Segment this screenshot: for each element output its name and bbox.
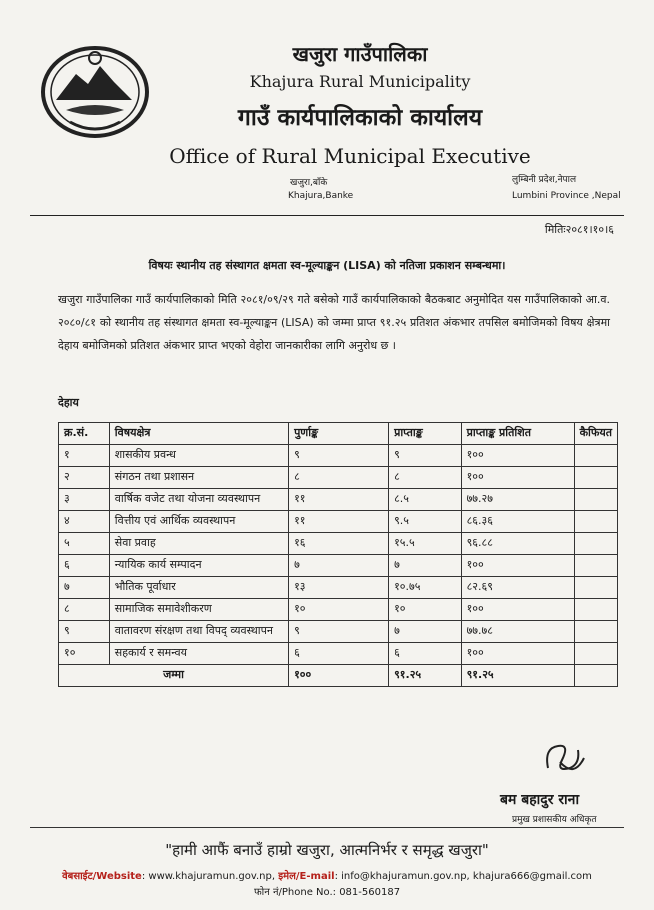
cell-subject-area: वित्तीय एवं आर्थिक व्यवस्थापन	[109, 511, 288, 533]
website-label: वेबसाईट/Website	[62, 871, 142, 882]
col-header-remarks: कैफियत	[574, 423, 617, 445]
cell-remarks	[574, 621, 617, 643]
letter-subject: विषयः स्थानीय तह संस्थागत क्षमता स्व-मूल्याङ्कन (LISA) को नतिजा प्रकाशन सम्बन्धमा।	[148, 259, 506, 272]
footer-divider	[30, 827, 624, 828]
cell-obtained: ८	[389, 467, 462, 489]
cell-percent: १००	[461, 467, 574, 489]
table-row	[59, 555, 618, 577]
table-row	[59, 533, 618, 555]
total-remarks	[574, 665, 617, 687]
cell-percent: ७७.७८	[461, 621, 574, 643]
cell-remarks	[574, 533, 617, 555]
cell-full-marks: ८	[289, 467, 389, 489]
cell-percent: ८२.६९	[461, 577, 574, 599]
letter-date: मितिः२०८१।१०।६	[544, 223, 614, 236]
cell-sn: २	[59, 467, 110, 489]
footer-phone: फोन नं/Phone No.: 081-560187	[253, 887, 401, 898]
cell-obtained: १०	[389, 599, 462, 621]
cell-sn: १	[59, 445, 110, 467]
cell-sn: १०	[59, 643, 110, 665]
table-row	[59, 577, 618, 599]
table-row	[59, 467, 618, 489]
total-obtained: ९१.२५	[389, 665, 462, 687]
cell-percent: १००	[461, 643, 574, 665]
table-caption: देहाय	[58, 396, 79, 409]
col-header-sn: क्र.सं.	[59, 423, 110, 445]
cell-obtained: ७	[389, 621, 462, 643]
cell-obtained: १०.७५	[389, 577, 462, 599]
cell-remarks	[574, 555, 617, 577]
location-nepali: खजुरा,बाँके	[290, 178, 328, 188]
office-name-nepali: गाउँ कार्यपालिकाको कार्यालय	[237, 105, 483, 131]
cell-remarks	[574, 511, 617, 533]
cell-sn: ३	[59, 489, 110, 511]
total-label: जम्मा	[59, 665, 289, 687]
cell-sn: ८	[59, 599, 110, 621]
website-url[interactable]: : www.khajuramun.gov.np,	[141, 871, 276, 882]
cell-full-marks: १०	[289, 599, 389, 621]
col-header-full-marks: पुर्णाङ्क	[289, 423, 389, 445]
footer-contact	[40, 868, 614, 882]
cell-sn: ५	[59, 533, 110, 555]
province-english: Lumbini Province ,Nepal	[512, 191, 621, 201]
cell-full-marks: ७	[289, 555, 389, 577]
cell-full-marks: ९	[289, 621, 389, 643]
cell-subject-area: सेवा प्रवाह	[109, 533, 288, 555]
cell-percent: ७७.२७	[461, 489, 574, 511]
cell-percent: १००	[461, 599, 574, 621]
cell-remarks	[574, 445, 617, 467]
table-row	[59, 643, 618, 665]
email-label: इमेल/E-mail	[278, 871, 335, 882]
table-row	[59, 621, 618, 643]
cell-sn: ४	[59, 511, 110, 533]
cell-sn: ९	[59, 621, 110, 643]
cell-remarks	[574, 643, 617, 665]
cell-sn: ६	[59, 555, 110, 577]
municipality-emblem-icon	[36, 40, 154, 142]
municipality-name-nepali: खजुरा गाउँपालिका	[292, 42, 428, 66]
col-header-subject-area: विषयक्षेत्र	[109, 423, 288, 445]
table-header-row	[59, 423, 618, 445]
header-divider	[30, 215, 624, 216]
table-row	[59, 489, 618, 511]
cell-obtained: ९.५	[389, 511, 462, 533]
cell-obtained: ७	[389, 555, 462, 577]
location-english: Khajura,Banke	[288, 191, 354, 201]
cell-obtained: ८.५	[389, 489, 462, 511]
cell-remarks	[574, 489, 617, 511]
signatory-title: प्रमुख प्रशासकीय अधिकृत	[512, 815, 597, 825]
cell-full-marks: १६	[289, 533, 389, 555]
table-row	[59, 511, 618, 533]
municipality-name-english: Khajura Rural Municipality	[249, 72, 471, 91]
table-row	[59, 599, 618, 621]
cell-full-marks: ९	[289, 445, 389, 467]
cell-remarks	[574, 467, 617, 489]
cell-obtained: १५.५	[389, 533, 462, 555]
signature-icon	[540, 738, 590, 784]
cell-subject-area: सामाजिक समावेशीकरण	[109, 599, 288, 621]
cell-obtained: ९	[389, 445, 462, 467]
cell-subject-area: सहकार्य र समन्वय	[109, 643, 288, 665]
cell-full-marks: ११	[289, 511, 389, 533]
cell-percent: १००	[461, 555, 574, 577]
col-header-obtained: प्राप्ताङ्क	[389, 423, 462, 445]
slogan: "हामी आफैं बनाउँ हाम्रो खजुरा, आत्मनिर्भर र समृद्ध खजुरा"	[165, 841, 489, 859]
total-full-marks: १००	[289, 665, 389, 687]
cell-full-marks: ६	[289, 643, 389, 665]
table-row	[59, 445, 618, 467]
office-name-english: Office of Rural Municipal Executive	[169, 144, 531, 168]
cell-percent: १००	[461, 445, 574, 467]
cell-subject-area: न्यायिक कार्य सम्पादन	[109, 555, 288, 577]
table-total-row	[59, 665, 618, 687]
province-nepali: लुम्बिनी प्रदेश,नेपाल	[512, 175, 577, 185]
cell-percent: ९६.८८	[461, 533, 574, 555]
cell-full-marks: १३	[289, 577, 389, 599]
lisa-results-table	[58, 422, 618, 687]
cell-subject-area: संगठन तथा प्रशासन	[109, 467, 288, 489]
cell-subject-area: वार्षिक वजेट तथा योजना व्यवस्थापन	[109, 489, 288, 511]
cell-remarks	[574, 599, 617, 621]
cell-percent: ८६.३६	[461, 511, 574, 533]
signatory-name: बम बहादुर राना	[500, 792, 580, 808]
cell-subject-area: शासकीय प्रवन्ध	[109, 445, 288, 467]
cell-obtained: ६	[389, 643, 462, 665]
cell-subject-area: वातावरण संरक्षण तथा विपद् व्यवस्थापन	[109, 621, 288, 643]
col-header-percent: प्राप्ताङ्क प्रतिशित	[461, 423, 574, 445]
cell-full-marks: ११	[289, 489, 389, 511]
letter-body: खजुरा गाउँपालिका गाउँ कार्यपालिकाको मिति २०८१/०९/२९ गते बसेको गाउँ कार्यपालिकाको बैठकबाट अनुमोदित यस गाउँपालिकाको आ.व. २०८०/८१ को स्थानीय तह संस्थागत क्षमता स्व-मूल्याङ्कन (LISA) को जम्मा प्राप्त ९१.२५ प्रतिशत अंकभार तपसिल बमोजिमको विषय क्षेत्रमा देहाय बमोजिमको प्रतिशत अंकभार प्राप्त भएको वेहोरा जानकारीका लागि अनुरोध छ ।	[58, 293, 610, 352]
total-percent: ९१.२५	[461, 665, 574, 687]
email-address[interactable]: : info@khajuramun.gov.np, khajura666@gmail.com	[334, 871, 592, 882]
cell-subject-area: भौतिक पूर्वाधार	[109, 577, 288, 599]
cell-remarks	[574, 577, 617, 599]
cell-sn: ७	[59, 577, 110, 599]
